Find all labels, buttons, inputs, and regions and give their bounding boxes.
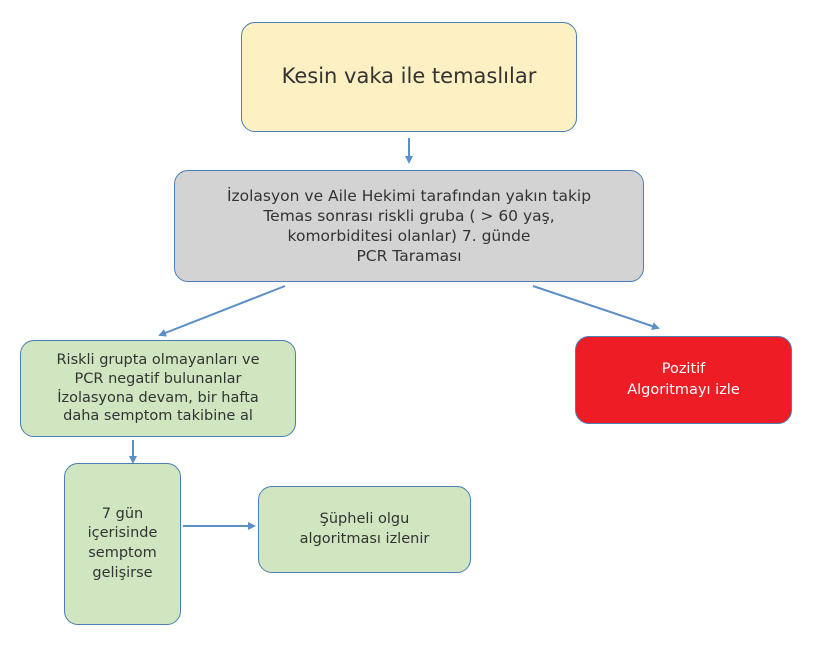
node-contacts: Kesin vaka ile temaslılar (241, 22, 577, 132)
arrow-isolation-to-negative (160, 286, 285, 335)
node-suspect-algorithm: Şüpheli olgu algoritması izlenir (258, 486, 471, 573)
node-positive: Pozitif Algoritmayı izle (575, 336, 792, 424)
arrow-isolation-to-positive (533, 286, 658, 328)
node-isolation-followup: İzolasyon ve Aile Hekimi tarafından yakın takip Temas sonrası riskli gruba ( > 60 yaş, komorbiditesi olanlar) 7. günde PCR Taraması (174, 170, 644, 282)
node-pcr-negative: Riskli grupta olmayanları ve PCR negatif bulunanlar İzolasyona devam, bir hafta daha semptom takibine al (20, 340, 296, 437)
node-symptom-within-7-days: 7 gün içerisinde semptom gelişirse (64, 463, 181, 625)
